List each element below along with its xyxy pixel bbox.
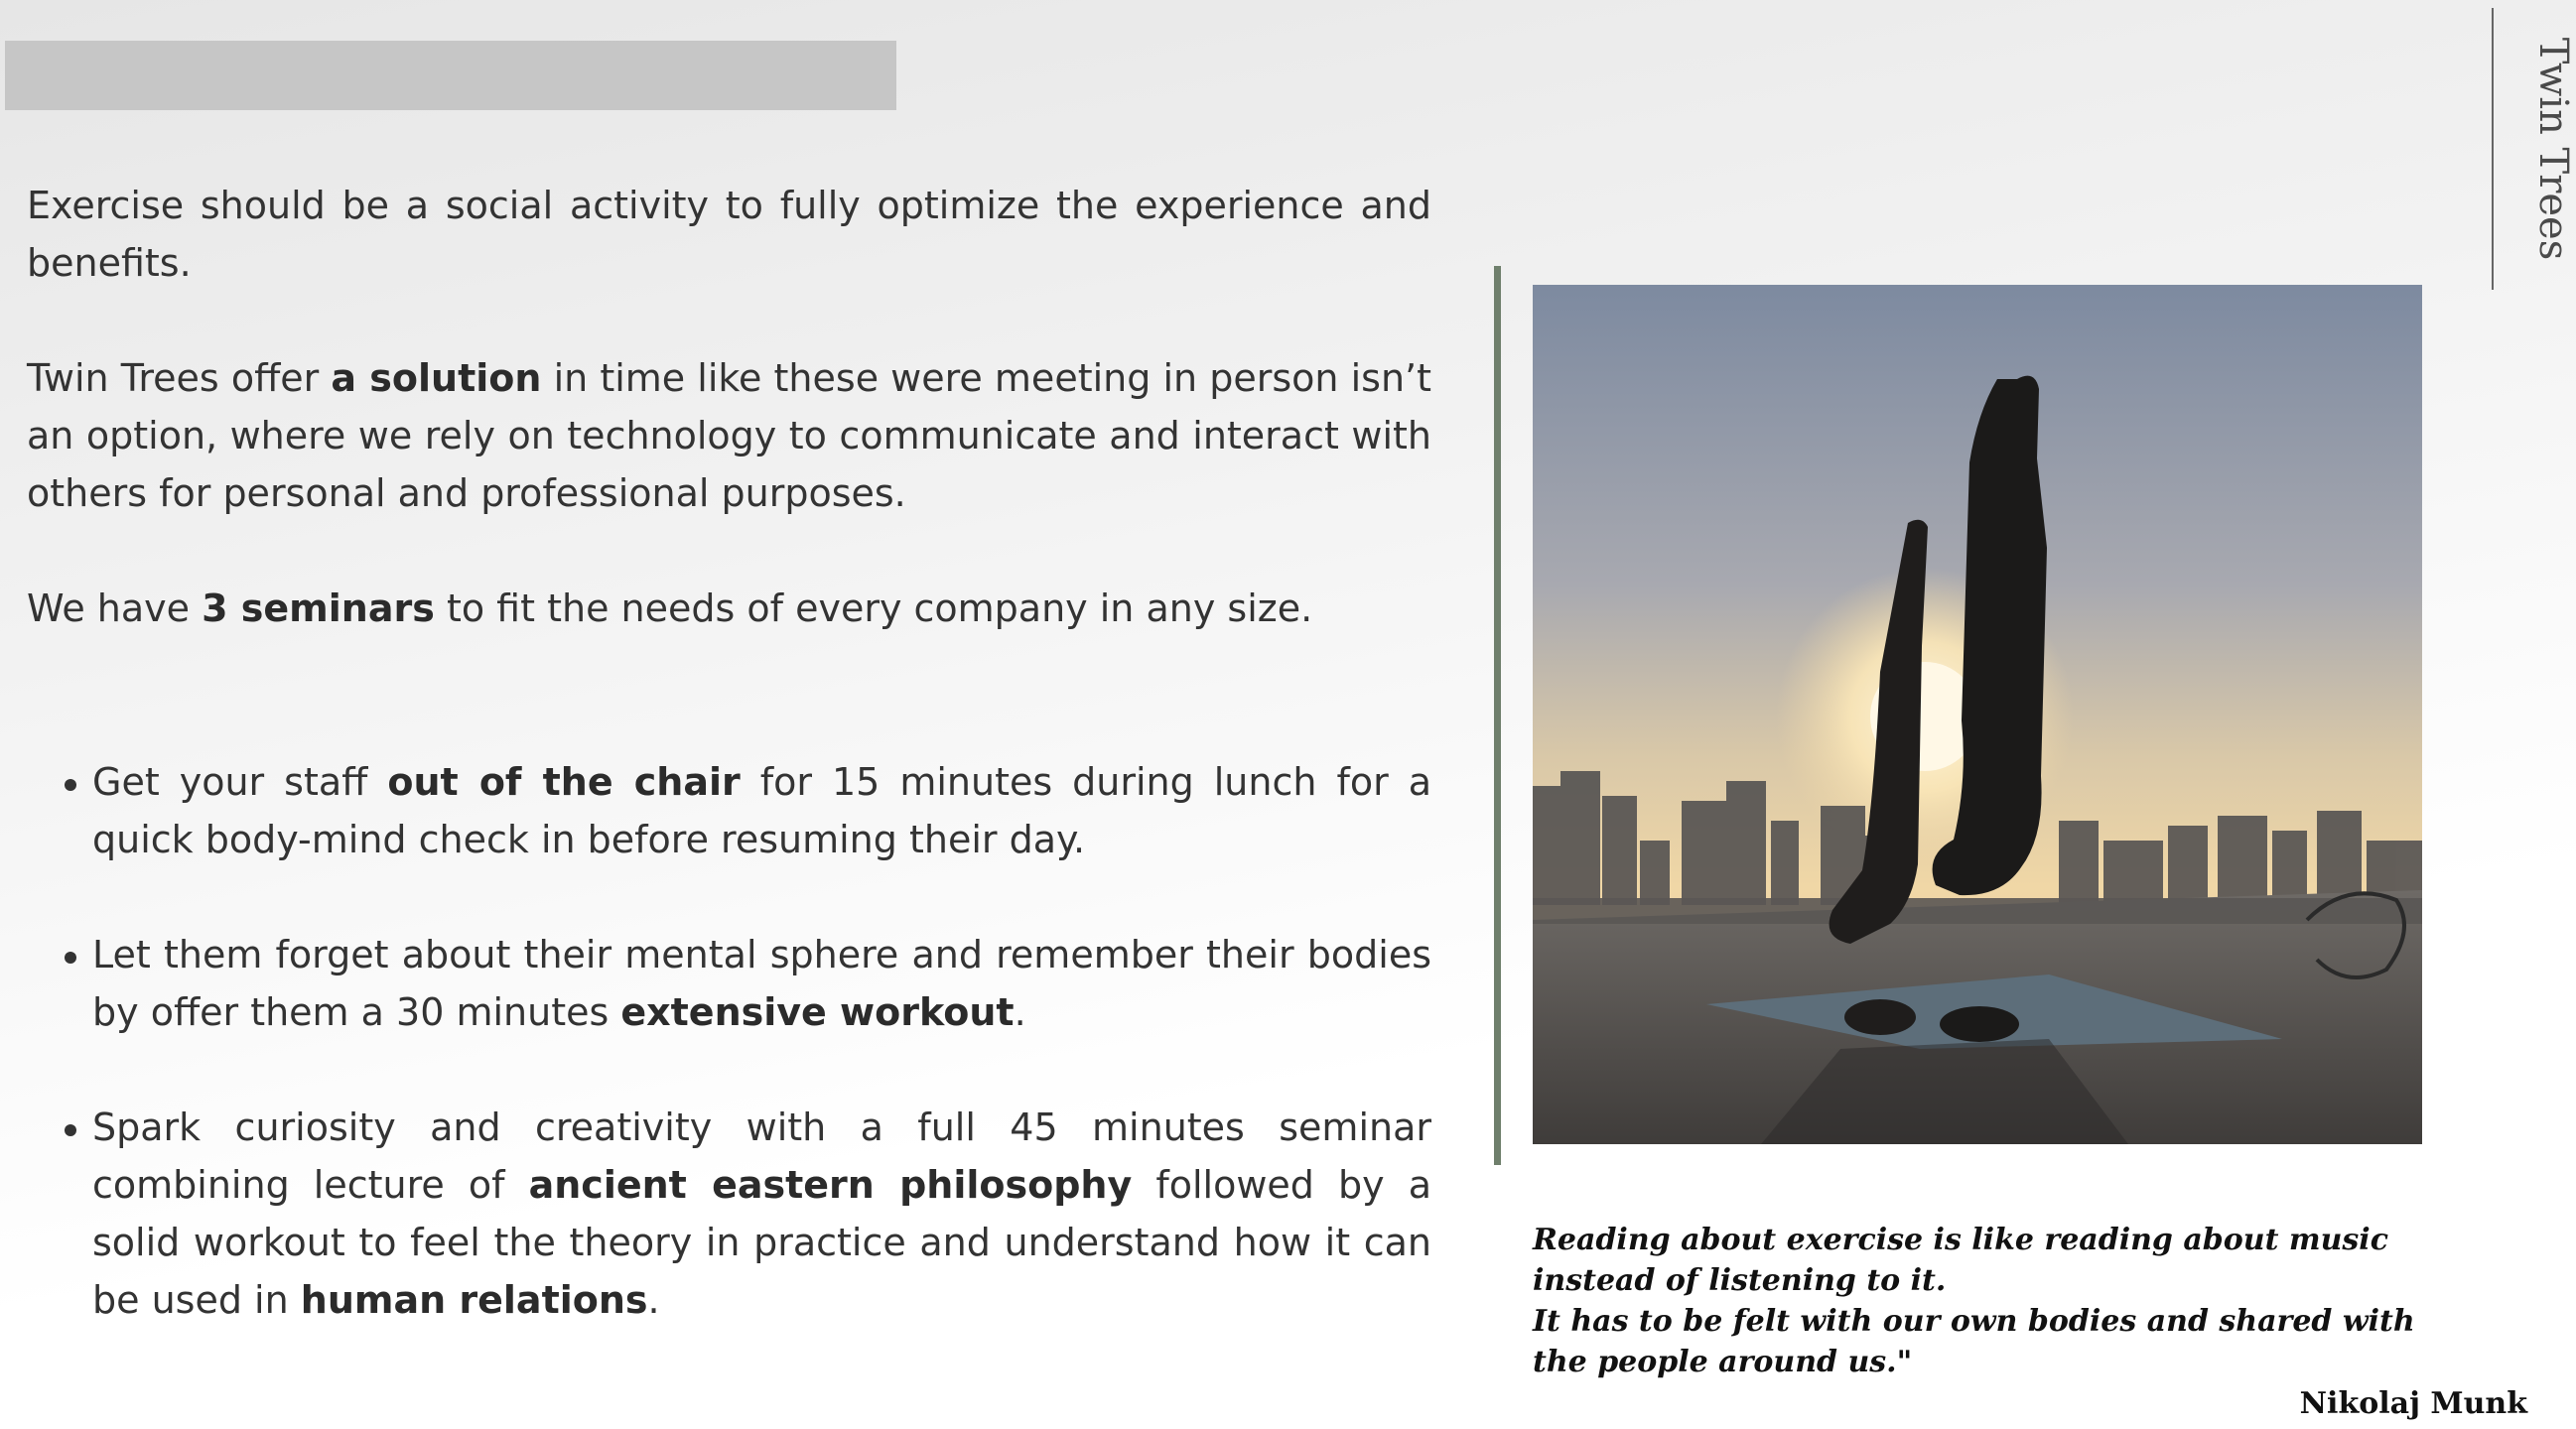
bold-run: ancient eastern philosophy [528, 1163, 1133, 1207]
intro-paragraph-3 [27, 580, 1431, 637]
text-run: Let them forget about their mental sphere and remember their bodies by offer them a 30 minutes [92, 933, 1431, 1034]
quote-author: Nikolaj Munk [2299, 1386, 2527, 1421]
headstand-photo [1533, 285, 2422, 1144]
text-run: in time like these were meeting in person isn’t an option, where we rely on technology to communicate and interact with others for personal and professional purposes. [27, 356, 1431, 515]
text-run: for 15 minutes during lunch for a quick body-mind check in before resuming their day. [92, 760, 1431, 861]
text-run: Twin Trees offer [27, 356, 332, 400]
bold-run: 3 seminars [202, 586, 435, 630]
text-run: . [647, 1278, 660, 1322]
bold-run: extensive workout [620, 990, 1015, 1034]
text-run: Get your staff [92, 760, 388, 804]
title-placeholder-bar [5, 41, 896, 110]
text-run: . [1014, 990, 1026, 1034]
seminar-list [27, 753, 1431, 1329]
body-text [27, 177, 1431, 1386]
intro-paragraph-2 [27, 349, 1431, 522]
text-run: followed by a solid workout to feel the theory in practice and understand how it can be used in [92, 1163, 1432, 1322]
quote-line-1: Reading about exercise is like reading about music instead of listening to it. [1533, 1223, 2388, 1298]
bullet-dot [65, 779, 76, 791]
intro-paragraph-1: Exercise should be a social activity to fully optimize the experience and benefits. [27, 184, 1431, 285]
bullet-dot [65, 952, 76, 964]
seminar-item [27, 926, 1431, 1041]
photo-illustration [1533, 285, 2422, 1144]
text-run: to fit the needs of every company in any size. [434, 586, 1313, 630]
bold-run: a solution [331, 356, 542, 400]
brand-line [2492, 8, 2521, 290]
quote-block [1533, 1220, 2426, 1382]
brand-name: Twin Trees [2530, 37, 2576, 261]
vertical-divider [1494, 266, 1501, 1165]
quote-line-2: It has to be felt with our own bodies and shared with the people around us." [1533, 1304, 2415, 1379]
bullet-dot [65, 1124, 76, 1136]
bold-run: out of the chair [387, 760, 741, 804]
seminar-item [27, 1099, 1431, 1329]
bold-run: human relations [300, 1278, 648, 1322]
text-run: Spark curiosity and creativity with a full 45 minutes seminar combining lecture of [92, 1105, 1431, 1207]
text-run: We have [27, 586, 203, 630]
seminar-item [27, 753, 1431, 868]
